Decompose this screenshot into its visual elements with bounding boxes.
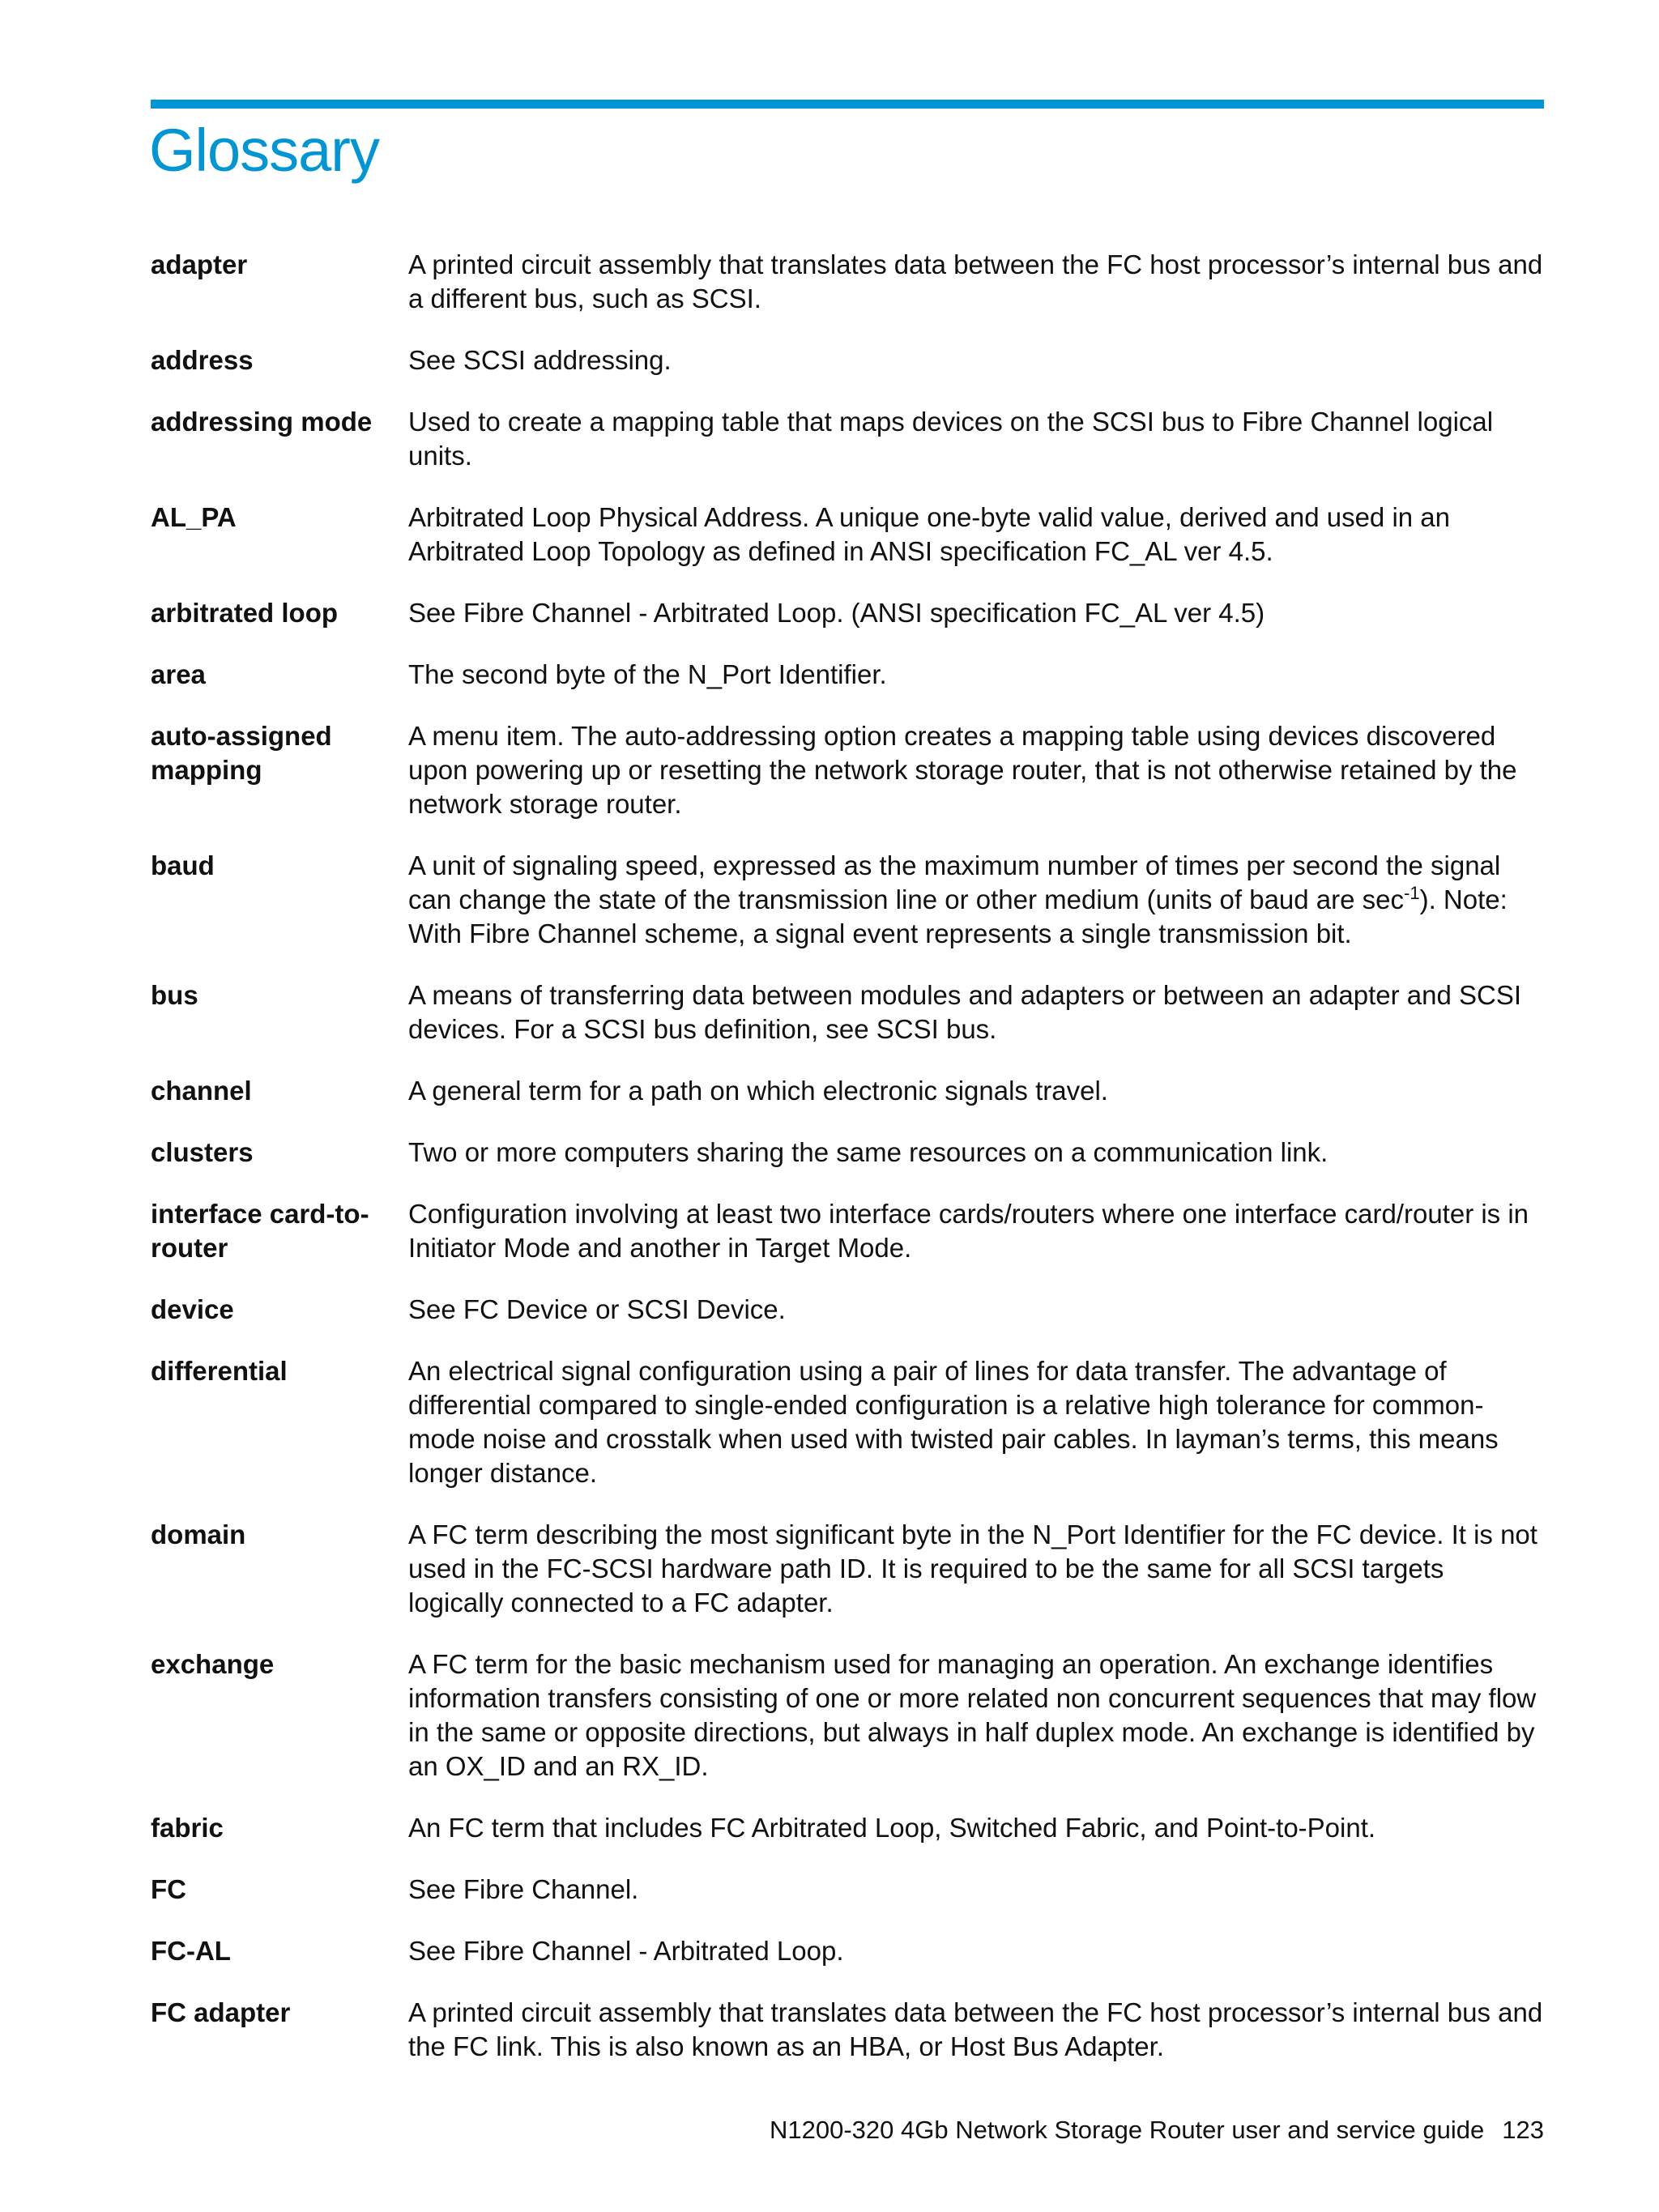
glossary-definition: Two or more computers sharing the same resources on a communication link.: [408, 1137, 1328, 1167]
glossary-term: device: [151, 1294, 234, 1324]
glossary-entry: [151, 248, 1544, 316]
glossary-entry: [151, 1811, 1544, 1845]
glossary-definition: [408, 849, 1544, 951]
glossary-definition: A menu item. The auto-addressing option creates a mapping table using devices discovered upon powering up or resetting the network storage router, that is not otherwise retained by the network storage router.: [408, 721, 1517, 819]
glossary-term: addressing mode: [151, 407, 373, 437]
glossary-definition: See FC Device or SCSI Device.: [408, 1294, 786, 1324]
glossary-definition: A general term for a path on which electronic signals travel.: [408, 1076, 1108, 1106]
glossary-definition: See Fibre Channel - Arbitrated Loop. (ANSI specification FC_AL ver 4.5): [408, 598, 1265, 628]
glossary-definition: Arbitrated Loop Physical Address. A unique one-byte valid value, derived and used in an Arbitrated Loop Topology as defined in ANSI specification FC_AL ver 4.5.: [408, 502, 1451, 566]
glossary-entry: [151, 1074, 1544, 1108]
glossary-term: FC adapter: [151, 1997, 291, 2027]
glossary-list: [151, 248, 1544, 2091]
glossary-term: clusters: [151, 1137, 254, 1167]
glossary-entry: [151, 658, 1544, 692]
page-footer: [770, 2114, 1544, 2146]
glossary-term: exchange: [151, 1649, 275, 1679]
glossary-entry: [151, 343, 1544, 377]
glossary-entry: [151, 1996, 1544, 2064]
glossary-term: area: [151, 659, 206, 689]
glossary-term: bus: [151, 980, 198, 1010]
glossary-entry: [151, 849, 1544, 951]
glossary-term: channel: [151, 1076, 252, 1106]
glossary-entry: [151, 1518, 1544, 1620]
glossary-entry: [151, 1647, 1544, 1784]
glossary-definition: A printed circuit assembly that translates data between the FC host processor’s internal bus and a different bus, such as SCSI.: [408, 249, 1543, 313]
glossary-entry: [151, 1136, 1544, 1170]
glossary-term: adapter: [151, 249, 248, 279]
glossary-definition: See Fibre Channel - Arbitrated Loop.: [408, 1936, 844, 1966]
glossary-definition: Configuration involving at least two interface cards/routers where one interface card/router is in Initiator Mode and another in Target Mode.: [408, 1199, 1529, 1263]
glossary-entry: [151, 1934, 1544, 1968]
definition-text: ). Note: With Fibre Channel scheme, a signal event represents a single transmission bit.: [408, 884, 1508, 948]
glossary-entry: [151, 1197, 1544, 1265]
glossary-entry: [151, 501, 1544, 569]
glossary-term: FC: [151, 1874, 186, 1904]
glossary-term: arbitrated loop: [151, 598, 339, 628]
glossary-definition: Used to create a mapping table that maps devices on the SCSI bus to Fibre Channel logical units.: [408, 407, 1494, 471]
glossary-entry: [151, 405, 1544, 473]
glossary-entry: [151, 596, 1544, 630]
glossary-term: FC-AL: [151, 1936, 231, 1966]
glossary-definition: The second byte of the N_Port Identifier.: [408, 659, 887, 689]
glossary-definition: An electrical signal configuration using a pair of lines for data transfer. The advantage of differential compared to single-ended configuration is a relative high tolerance for common-mode noise and crosstalk when used with twisted pair cables. In layman’s terms, this means longer distance.: [408, 1356, 1499, 1488]
glossary-definition: A means of transferring data between modules and adapters or between an adapter and SCSI devices. For a SCSI bus definition, see SCSI bus.: [408, 980, 1522, 1044]
glossary-term: baud: [151, 850, 215, 880]
glossary-term: address: [151, 345, 254, 375]
glossary-term: domain: [151, 1519, 246, 1549]
glossary-entry: [151, 978, 1544, 1046]
footer-doc-title: N1200-320 4Gb Network Storage Router user and service guide: [769, 2116, 1485, 2144]
glossary-entry: [151, 1293, 1544, 1327]
definition-text: A unit of signaling speed, expressed as the maximum number of times per second the signal can change the state of the transmission line or other medium (units of baud are sec: [408, 850, 1501, 914]
page-number: 123: [1502, 2116, 1544, 2144]
glossary-definition: A FC term describing the most significant byte in the N_Port Identifier for the FC device. It is not used in the FC-SCSI hardware path ID. It is required to be the same for all SCSI targets logically connected to a FC adapter.: [408, 1519, 1537, 1617]
glossary-entry: [151, 1873, 1544, 1907]
title-rule: [151, 100, 1544, 109]
glossary-definition: A FC term for the basic mechanism used for managing an operation. An exchange identifies information transfers consisting of one or more related non concurrent sequences that may flow in the same or opposite directions, but always in half duplex mode. An exchange is identified by an OX_ID and an RX_ID.: [408, 1649, 1537, 1781]
glossary-term: AL_PA: [151, 502, 237, 532]
glossary-term: differential: [151, 1356, 288, 1386]
superscript-exponent: -1: [1404, 883, 1420, 903]
glossary-term: auto-assigned mapping: [151, 721, 332, 785]
glossary-definition: See SCSI addressing.: [408, 345, 672, 375]
glossary-definition: A printed circuit assembly that translates data between the FC host processor’s internal bus and the FC link. This is also known as an HBA, or Host Bus Adapter.: [408, 1997, 1543, 2061]
glossary-term: fabric: [151, 1813, 224, 1843]
glossary-definition: See Fibre Channel.: [408, 1874, 639, 1904]
glossary-definition: An FC term that includes FC Arbitrated Loop, Switched Fabric, and Point-to-Point.: [408, 1813, 1376, 1843]
glossary-entry: [151, 719, 1544, 821]
glossary-term: interface card-to-router: [151, 1199, 369, 1263]
page-title: Glossary: [149, 117, 379, 184]
glossary-entry: [151, 1354, 1544, 1490]
